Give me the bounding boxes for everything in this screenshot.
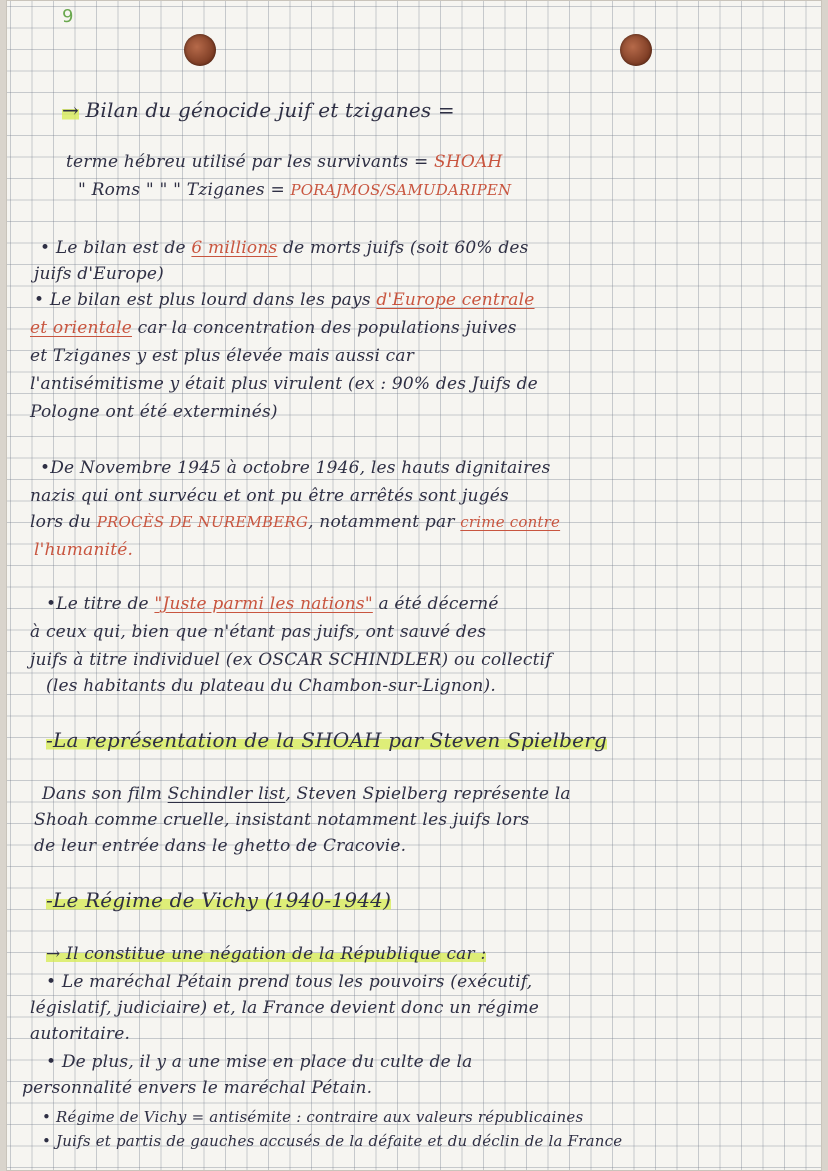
text-line: législatif, judiciaire) et, la France devient donc un régime (30, 998, 540, 1018)
section-title-spielberg: -La représentation de la SHOAH par Steven Spielberg (46, 728, 607, 752)
title-text: Bilan du génocide juif et tziganes = (85, 98, 455, 122)
highlight-6-millions: 6 millions (191, 238, 278, 258)
text-line: • De plus, il y a une mise en place du culte de la (46, 1052, 473, 1072)
binder-hole-right (620, 34, 652, 66)
text-line: • Juifs et partis de gauches accusés de la défaite et du déclin de la France (42, 1132, 623, 1150)
section-title-vichy: -Le Régime de Vichy (1940-1944) (46, 888, 392, 912)
term-porajmos: PORAJMOS/SAMUDARIPEN (290, 181, 512, 199)
text-line: et orientale car la concentration des populations juives (30, 318, 517, 338)
binder-hole-left (184, 34, 216, 66)
text-line: • Le bilan est plus lourd dans les pays d'Europe centrale (34, 290, 535, 310)
text-line: Pologne ont été exterminés) (30, 402, 278, 422)
text-line: juifs d'Europe) (34, 264, 164, 284)
text-line: • Le maréchal Pétain prend tous les pouvoirs (exécutif, (46, 972, 533, 992)
section-title-bilan (62, 98, 455, 122)
text-line: • Le bilan est de 6 millions de morts juifs (soit 60% des (40, 238, 529, 258)
text-line: nazis qui ont survécu et ont pu être arrêtés sont jugés (30, 486, 509, 506)
arrow-marker: → (62, 98, 79, 122)
term-nuremberg: PROCÈS DE NUREMBERG (96, 513, 309, 531)
text-line: l'antisémitisme y était plus virulent (ex : 90% des Juifs de (30, 374, 538, 394)
text-line: autoritaire. (30, 1024, 131, 1044)
text-line: l'humanité. (34, 540, 134, 560)
text-line: terme hébreu utilisé par les survivants = SHOAH (66, 152, 503, 172)
notebook-page (6, 0, 822, 1171)
page-number: 9 (62, 6, 74, 27)
term-juste: "Juste parmi les nations" (154, 594, 373, 614)
text-line: •Le titre de "Juste parmi les nations" a été décerné (46, 594, 499, 614)
text-line: juifs à titre individuel (ex OSCAR SCHINDLER) ou collectif (30, 650, 552, 670)
text-line: personnalité envers le maréchal Pétain. (22, 1078, 373, 1098)
text-line: • Régime de Vichy = antisémite : contraire aux valeurs républicaines (42, 1108, 584, 1126)
text-line: " Roms " " " Tziganes = PORAJMOS/SAMUDARIPEN (78, 180, 512, 200)
text-line: Shoah comme cruelle, insistant notamment les juifs lors (34, 810, 530, 830)
text-line: (les habitants du plateau du Chambon-sur-Lignon). (46, 676, 496, 696)
text-line: de leur entrée dans le ghetto de Cracovie. (34, 836, 407, 856)
text-line: → Il constitue une négation de la République car : (46, 944, 487, 964)
text-line: et Tziganes y est plus élevée mais aussi car (30, 346, 415, 366)
text-line: Dans son film Schindler list, Steven Spielberg représente la (42, 784, 571, 804)
term-shoah: SHOAH (434, 152, 503, 172)
text-line: •De Novembre 1945 à octobre 1946, les hauts dignitaires (40, 458, 551, 478)
text-line: lors du PROCÈS DE NUREMBERG, notamment par crime contre (30, 512, 561, 532)
text-line: à ceux qui, bien que n'étant pas juifs, ont sauvé des (30, 622, 487, 642)
film-title: Schindler list (167, 784, 286, 804)
